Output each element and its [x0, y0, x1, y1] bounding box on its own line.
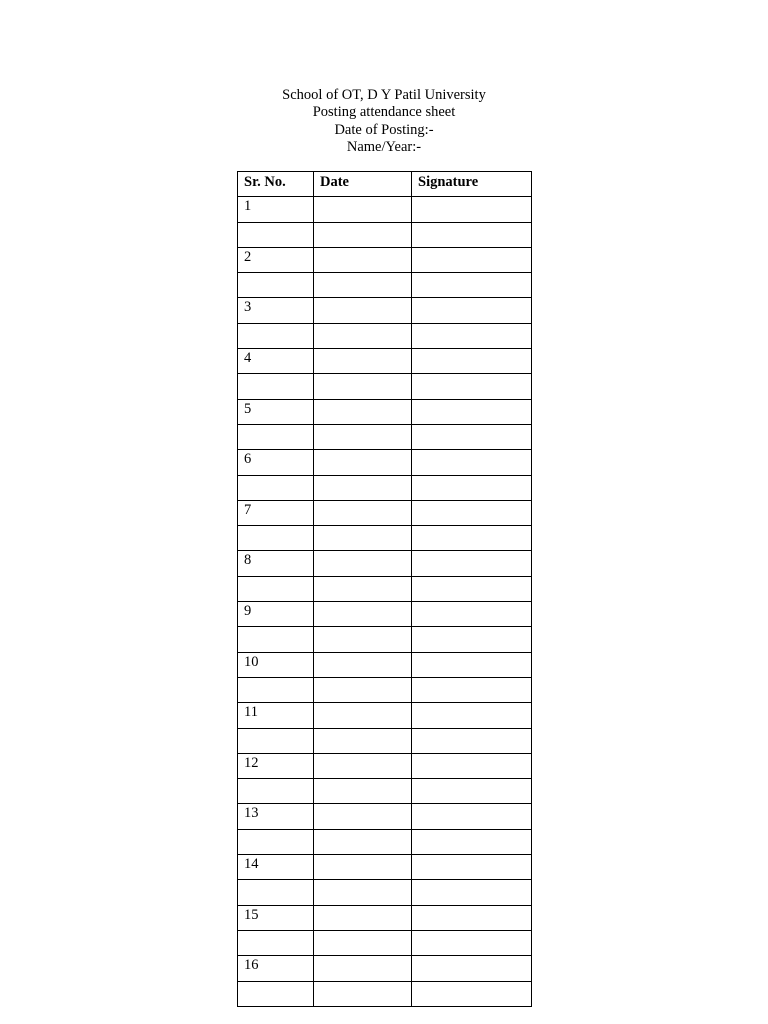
- signature-cell: [412, 424, 532, 449]
- date-cell: [314, 576, 412, 601]
- table-row-blank: [238, 930, 532, 955]
- date-cell: [314, 551, 412, 576]
- table-row: [238, 855, 532, 880]
- date-cell: [314, 753, 412, 778]
- signature-cell: [412, 247, 532, 272]
- signature-cell: [412, 551, 532, 576]
- serial-number-cell: 3: [238, 298, 314, 323]
- date-cell: [314, 677, 412, 702]
- date-cell: [314, 450, 412, 475]
- table-row-blank: [238, 677, 532, 702]
- signature-cell: [412, 627, 532, 652]
- date-cell: [314, 703, 412, 728]
- signature-cell: [412, 349, 532, 374]
- date-cell: [314, 804, 412, 829]
- signature-cell: [412, 399, 532, 424]
- serial-number-cell-empty: [238, 222, 314, 247]
- date-cell: [314, 981, 412, 1006]
- serial-number-cell-empty: [238, 475, 314, 500]
- signature-cell: [412, 652, 532, 677]
- serial-number-cell-empty: [238, 576, 314, 601]
- sheet-heading: [0, 87, 768, 156]
- table-row-blank: [238, 374, 532, 399]
- date-cell: [314, 956, 412, 981]
- date-cell: [314, 399, 412, 424]
- serial-number-cell-empty: [238, 728, 314, 753]
- signature-cell: [412, 804, 532, 829]
- table-row: [238, 450, 532, 475]
- serial-number-cell-empty: [238, 930, 314, 955]
- date-cell: [314, 602, 412, 627]
- serial-number-cell: 5: [238, 399, 314, 424]
- name-year-label: Name/Year:-: [346, 138, 422, 155]
- table-row-blank: [238, 323, 532, 348]
- table-row: [238, 905, 532, 930]
- date-cell: [314, 855, 412, 880]
- date-cell: [314, 652, 412, 677]
- table-header-row: [238, 172, 532, 197]
- serial-number-cell: 4: [238, 349, 314, 374]
- serial-number-cell: 7: [238, 500, 314, 525]
- date-cell: [314, 222, 412, 247]
- serial-number-cell: 6: [238, 450, 314, 475]
- signature-cell: [412, 526, 532, 551]
- column-header-date: Date: [314, 172, 412, 197]
- date-cell: [314, 273, 412, 298]
- table-row-blank: [238, 880, 532, 905]
- sheet-title: Posting attendance sheet: [312, 104, 456, 121]
- date-cell: [314, 728, 412, 753]
- table-row-blank: [238, 779, 532, 804]
- signature-cell: [412, 576, 532, 601]
- serial-number-cell-empty: [238, 323, 314, 348]
- date-cell: [314, 880, 412, 905]
- date-cell: [314, 526, 412, 551]
- table-row: [238, 197, 532, 222]
- date-cell: [314, 298, 412, 323]
- table-row: [238, 804, 532, 829]
- signature-cell: [412, 703, 532, 728]
- serial-number-cell-empty: [238, 526, 314, 551]
- date-cell: [314, 247, 412, 272]
- date-cell: [314, 323, 412, 348]
- table-row: [238, 551, 532, 576]
- serial-number-cell-empty: [238, 273, 314, 298]
- signature-cell: [412, 197, 532, 222]
- table-row: [238, 500, 532, 525]
- table-row-blank: [238, 728, 532, 753]
- attendance-rows: [238, 197, 532, 1007]
- serial-number-cell: 9: [238, 602, 314, 627]
- date-cell: [314, 627, 412, 652]
- column-header-signature: Signature: [412, 172, 532, 197]
- signature-cell: [412, 677, 532, 702]
- date-cell: [314, 475, 412, 500]
- serial-number-cell-empty: [238, 374, 314, 399]
- signature-cell: [412, 829, 532, 854]
- signature-cell: [412, 981, 532, 1006]
- table-row: [238, 753, 532, 778]
- serial-number-cell-empty: [238, 829, 314, 854]
- signature-cell: [412, 855, 532, 880]
- table-row: [238, 602, 532, 627]
- serial-number-cell: 16: [238, 956, 314, 981]
- signature-cell: [412, 500, 532, 525]
- serial-number-cell: 13: [238, 804, 314, 829]
- serial-number-cell-empty: [238, 627, 314, 652]
- attendance-table: [237, 171, 532, 1007]
- signature-cell: [412, 930, 532, 955]
- table-row-blank: [238, 526, 532, 551]
- institution-name: School of OT, D Y Patil University: [282, 87, 486, 103]
- table-row: [238, 298, 532, 323]
- serial-number-cell: 8: [238, 551, 314, 576]
- signature-cell: [412, 880, 532, 905]
- table-row: [238, 399, 532, 424]
- date-cell: [314, 424, 412, 449]
- date-cell: [314, 779, 412, 804]
- date-cell: [314, 930, 412, 955]
- signature-cell: [412, 779, 532, 804]
- serial-number-cell: 11: [238, 703, 314, 728]
- signature-cell: [412, 273, 532, 298]
- serial-number-cell: 2: [238, 247, 314, 272]
- table-row-blank: [238, 424, 532, 449]
- table-row-blank: [238, 273, 532, 298]
- table-row-blank: [238, 627, 532, 652]
- table-row-blank: [238, 576, 532, 601]
- signature-cell: [412, 323, 532, 348]
- serial-number-cell-empty: [238, 424, 314, 449]
- table-row: [238, 652, 532, 677]
- serial-number-cell-empty: [238, 981, 314, 1006]
- date-cell: [314, 197, 412, 222]
- date-of-posting-label: Date of Posting:-: [334, 121, 434, 138]
- signature-cell: [412, 956, 532, 981]
- date-cell: [314, 905, 412, 930]
- signature-cell: [412, 298, 532, 323]
- serial-number-cell: 1: [238, 197, 314, 222]
- signature-cell: [412, 374, 532, 399]
- signature-cell: [412, 450, 532, 475]
- table-row: [238, 956, 532, 981]
- serial-number-cell: 12: [238, 753, 314, 778]
- date-cell: [314, 500, 412, 525]
- serial-number-cell-empty: [238, 677, 314, 702]
- serial-number-cell-empty: [238, 779, 314, 804]
- date-cell: [314, 829, 412, 854]
- signature-cell: [412, 602, 532, 627]
- signature-cell: [412, 753, 532, 778]
- date-cell: [314, 349, 412, 374]
- table-row-blank: [238, 222, 532, 247]
- table-row: [238, 349, 532, 374]
- serial-number-cell: 15: [238, 905, 314, 930]
- signature-cell: [412, 728, 532, 753]
- table-row-blank: [238, 981, 532, 1006]
- table-row: [238, 703, 532, 728]
- column-header-sr-no: Sr. No.: [238, 172, 314, 197]
- serial-number-cell: 14: [238, 855, 314, 880]
- date-cell: [314, 374, 412, 399]
- signature-cell: [412, 905, 532, 930]
- serial-number-cell: 10: [238, 652, 314, 677]
- signature-cell: [412, 475, 532, 500]
- signature-cell: [412, 222, 532, 247]
- table-row-blank: [238, 475, 532, 500]
- serial-number-cell-empty: [238, 880, 314, 905]
- table-row-blank: [238, 829, 532, 854]
- table-row: [238, 247, 532, 272]
